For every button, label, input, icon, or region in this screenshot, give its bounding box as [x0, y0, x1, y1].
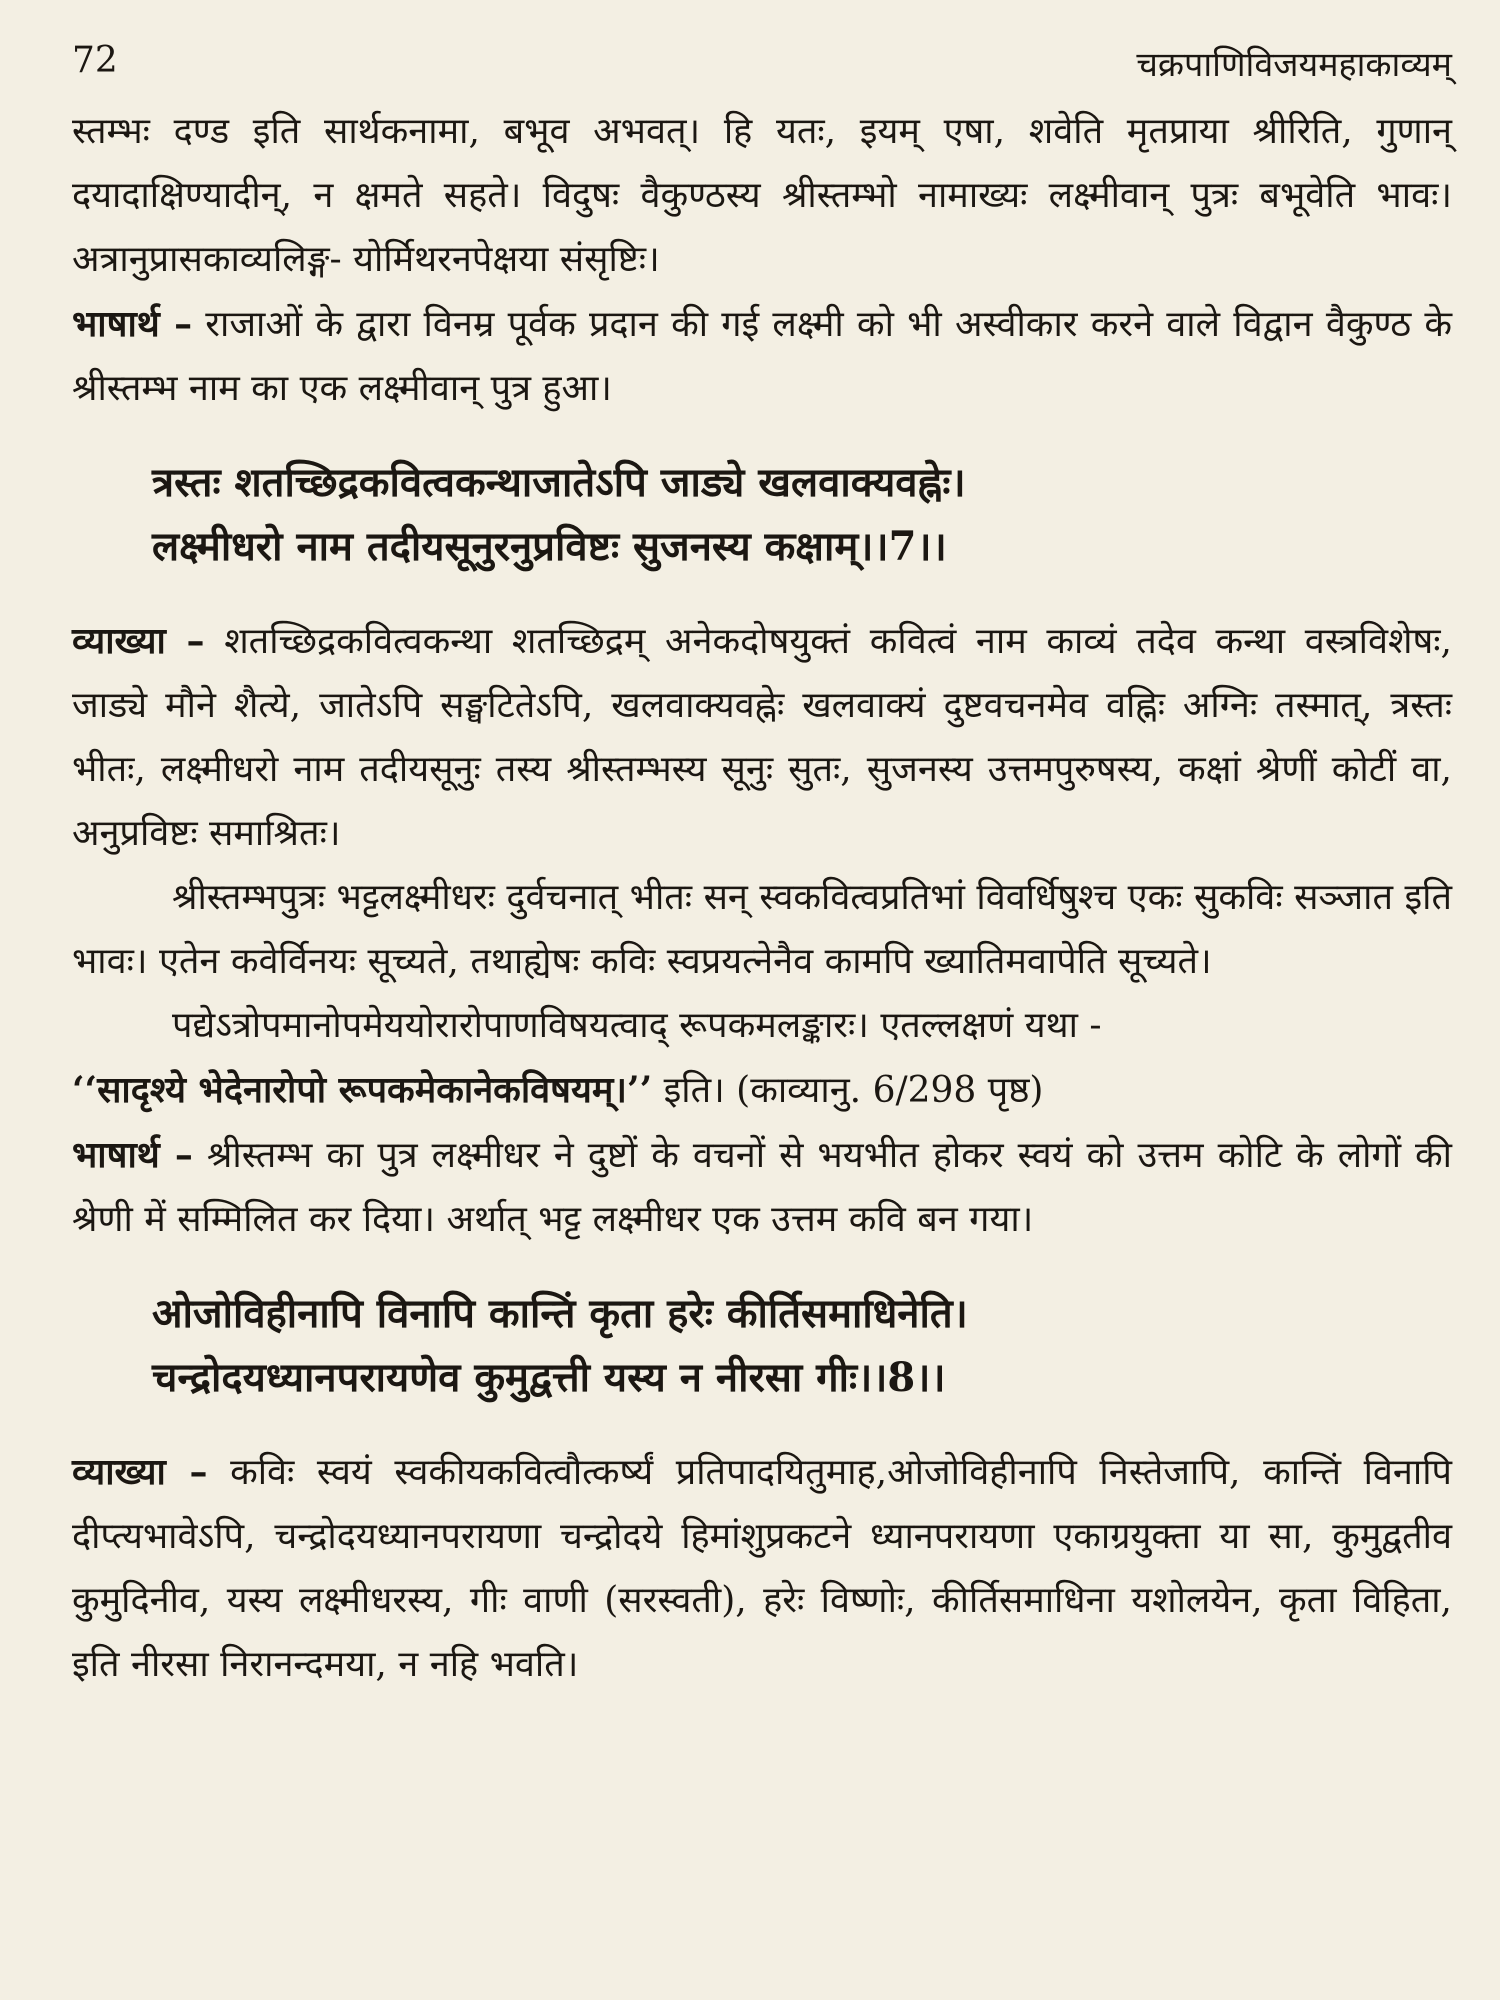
vyakhya-label: व्याख्या –: [72, 620, 205, 662]
running-title: चक्रपाणिविजयमहाकाव्यम्: [1136, 45, 1452, 85]
quotation-line: [72, 1058, 1452, 1123]
bhasharth-paragraph-1: [72, 292, 1452, 421]
verse-line: ओजोविहीनापि विनापि कान्तिं कृता हरेः कीर्तिसमाधिनेति।: [152, 1290, 968, 1337]
page-number: 72: [72, 40, 118, 81]
vyakhya-paragraph-7: [72, 609, 1452, 866]
bhasharth-label: भाषार्थ –: [72, 1134, 193, 1176]
verse-8: [152, 1282, 1452, 1410]
bhasharth-text: राजाओं के द्वारा विनम्र पूर्वक प्रदान की गई लक्ष्मी को भी अस्वीकार करने वाले विद्वान वैकुण्ठ के श्रीस्तम्भ नाम का एक लक्ष्मीवान् पुत्र हुआ।: [72, 304, 1452, 409]
verse-line: चन्द्रोदयध्यानपरायणेव कुमुद्वत्ती यस्य न नीरसा गीः।।8।।: [152, 1354, 946, 1401]
bhasharth-paragraph-2: [72, 1123, 1452, 1252]
page-header: [72, 40, 1452, 88]
quotation-reference: इति। (काव्यानु. 6/298 पृष्ठ): [663, 1070, 1044, 1111]
commentary-paragraph-bhatt: श्रीस्तम्भपुत्रः भट्टलक्ष्मीधरः दुर्वचनात् भीतः सन् स्वकवित्वप्रतिभां विवर्धिषुश्च एकः सुकविः सञ्जात इति भावः। एतेन कवेर्विनयः सूच्यते, तथाह्येषः कविः स्वप्रयत्नेनैव कामपि ख्यातिमवापेति सूच्यते।: [72, 877, 1452, 982]
verse-line: लक्ष्मीधरो नाम तदीयसूनुरनुप्रविष्टः सुजनस्य कक्षाम्।।7।।: [152, 523, 947, 570]
verse-line: त्रस्तः शतच्छिद्रकवित्वकन्थाजातेऽपि जाड्ये खलवाक्यवह्नेः।: [152, 459, 966, 506]
vyakhya-label: व्याख्या –: [72, 1451, 208, 1493]
vyakhya-paragraph-8: [72, 1440, 1452, 1697]
vyakhya-text: कविः स्वयं स्वकीयकवित्वौत्कर्ष्यं प्रतिपादयितुमाह,ओजोविहीनापि निस्तेजापि, कान्तिं विनापि दीप्त्यभावेऽपि, चन्द्रोदयध्यानपरायणा चन्द्रोदये हिमांशुप्रकटने ध्यानपरायणा एकाग्रयुक्ता या सा, कुमुद्वतीव कुमुदिनीव, यस्य लक्ष्मीधरस्य, गीः वाणी (सरस्वती), हरेः विष्णोः, कीर्तिसमाधिना यशोलयेन, कृता विहिता, इति नीरसा निरानन्दमया, न नहि भवति।: [72, 1452, 1452, 1685]
vyakhya-text: शतच्छिद्रकवित्वकन्था शतच्छिद्रम् अनेकदोषयुक्तं कवित्वं नाम काव्यं तदेव कन्था वस्त्रविशेषः, जाड्ये मौने शैत्ये, जातेऽपि सङ्घटितेऽपि, खलवाक्यवह्नेः खलवाक्यं दुष्टवचनमेव वह्निः अग्निः तस्मात्, त्रस्तः भीतः, लक्ष्मीधरो नाम तदीयसूनुः तस्य श्रीस्तम्भस्य सूनुः सुतः, सुजनस्य उत्तमपुरुषस्य, कक्षां श्रेणीं कोटीं वा, अनुप्रविष्टः समाश्रितः।: [72, 621, 1452, 854]
bhasharth-label: भाषार्थ –: [72, 303, 193, 345]
commentary-paragraph-1: स्तम्भः दण्ड इति सार्थकनामा, बभूव अभवत्। हि यतः, इयम् एषा, शवेति मृतप्राया श्रीरिति, गुणान् दयादाक्षिण्यादीन्, न क्षमते सहते। विदुषः वैकुण्ठस्य श्रीस्तम्भो नामाख्यः लक्ष्मीवान् पुत्रः बभूवेति भावः। अत्रानुप्रासकाव्यलिङ्ग- योर्मिथरनपेक्षया संसृष्टिः।: [72, 111, 1452, 280]
commentary-paragraph-rupak: पद्येऽत्रोपमानोपमेययोरारोपाणविषयत्वाद् रूपकमलङ्कारः। एतल्लक्षणं यथा -: [172, 1005, 1102, 1046]
quotation-text: ‘‘सादृश्ये भेदेनारोपो रूपकमेकानेकविषयम्।’’: [72, 1069, 653, 1111]
bhasharth-text: श्रीस्तम्भ का पुत्र लक्ष्मीधर ने दुष्टों के वचनों से भयभीत होकर स्वयं को उत्तम कोटि के लोगों की श्रेणी में सम्मिलित कर दिया। अर्थात् भट्ट लक्ष्मीधर एक उत्तम कवि बन गया।: [72, 1135, 1452, 1240]
verse-7: [152, 451, 1452, 579]
